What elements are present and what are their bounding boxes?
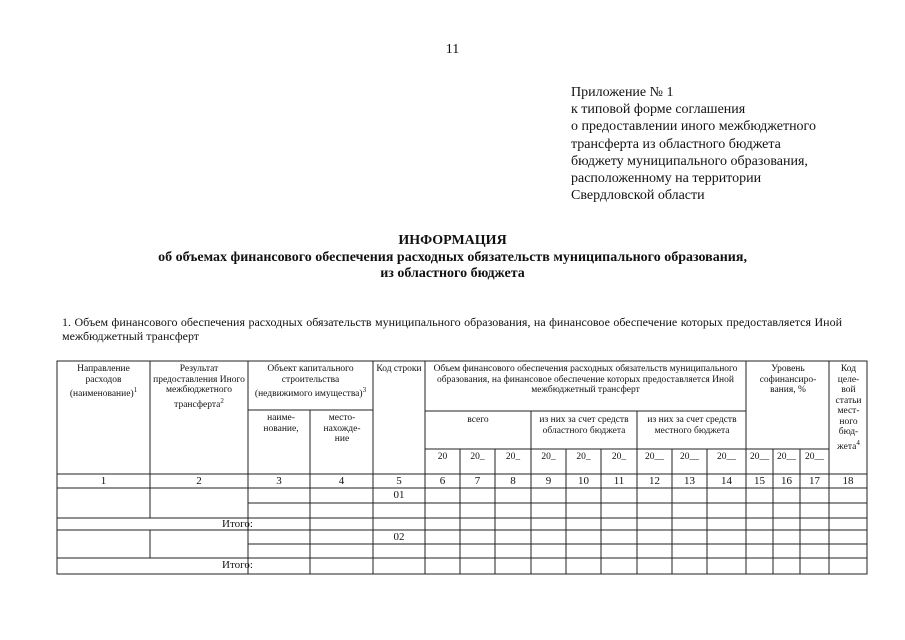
appendix-line: о предоставлении иного межбюджетного xyxy=(571,119,816,135)
column-number: 8 xyxy=(510,475,516,487)
year-cell: 20 xyxy=(437,452,448,462)
appendix-line: Приложение № 1 xyxy=(571,85,674,100)
column-number: 9 xyxy=(545,475,552,487)
column-number: 11 xyxy=(613,475,625,487)
header-object: Объект капитального строительства (недвижимого имущества)$^3$ xyxy=(254,364,367,400)
header-budget-code: Код целе- вой статьи мест- ного бюд- жета$^4$ xyxy=(835,364,862,452)
total-label: Итого: xyxy=(222,518,253,530)
header-direction: Направление расходов (наименование)$^1$ xyxy=(69,364,138,400)
column-number: 17 xyxy=(809,475,820,487)
row-code-cell: 01 xyxy=(393,489,405,501)
header-object-location: место- нахожде- ние xyxy=(323,413,361,444)
column-number: 3 xyxy=(276,475,282,487)
column-number: 14 xyxy=(721,475,732,487)
title-heading: ИНФОРМАЦИЯ xyxy=(398,233,507,248)
header-row-code: Код строки xyxy=(376,364,422,374)
appendix-line: Свердловской области xyxy=(571,188,705,204)
year-cell: 20__ xyxy=(805,452,824,462)
year-cell: 20__ xyxy=(680,452,699,462)
appendix-line: расположенному на территории xyxy=(571,171,762,187)
year-cell: 20__ xyxy=(750,452,769,462)
column-number: 12 xyxy=(649,475,660,487)
header-regional: из них за счет средств областного бюджета xyxy=(539,415,629,436)
year-cell: 20__ xyxy=(777,452,796,462)
column-number: 10 xyxy=(578,475,589,487)
column-number: 2 xyxy=(196,475,202,487)
column-number: 15 xyxy=(754,475,765,487)
appendix-line: бюджету муниципального образования, xyxy=(571,153,808,169)
header-total: всего xyxy=(467,415,489,425)
column-number: 4 xyxy=(338,475,345,487)
column-number: 16 xyxy=(781,475,792,487)
year-cell: 20_ xyxy=(505,452,521,462)
header-volume: Объем финансового обеспечения расходных обязательств муниципального образования, на финансовое обеспечение которых предоставляется Иной межбюджетный трансферт xyxy=(433,364,738,395)
appendix-line: трансферта из областного бюджета xyxy=(571,136,781,152)
column-number: 7 xyxy=(474,475,481,487)
year-cell: 20_ xyxy=(541,452,556,462)
header-result: Результат предоставления Иного межбюджетного трансферта$^2$ xyxy=(153,364,245,410)
header-cofinancing: Уровень софинансиро- вания, % xyxy=(759,364,817,395)
year-cell: 20__ xyxy=(645,452,664,462)
header-local: из них за счет средств местного бюджета xyxy=(647,415,737,436)
column-number: 18 xyxy=(842,475,854,487)
title-subheading: об объемах финансового обеспечения расходных обязательств муниципального образования, xyxy=(158,249,747,265)
column-number: 1 xyxy=(100,475,107,487)
year-cell: 20__ xyxy=(717,452,736,462)
column-number: 13 xyxy=(684,475,695,487)
page-number: 11 xyxy=(445,42,460,57)
column-number: 5 xyxy=(396,475,402,487)
total-label: Итого: xyxy=(222,559,253,571)
appendix-line: к типовой форме соглашения xyxy=(571,102,746,118)
year-cell: 20_ xyxy=(611,452,627,462)
column-number: 6 xyxy=(439,475,446,487)
header-object-name: наиме- нование, xyxy=(263,413,299,434)
year-cell: 20_ xyxy=(576,452,591,462)
intro-paragraph: 1. Объем финансового обеспечения расходных обязательств муниципального образования, на финансовое обеспечение которых предоставляется Иной межбюджетный трансферт xyxy=(62,315,842,343)
row-code-cell: 02 xyxy=(393,531,405,543)
year-cell: 20_ xyxy=(470,452,485,462)
title-subheading-2: из областного бюджета xyxy=(380,266,525,281)
